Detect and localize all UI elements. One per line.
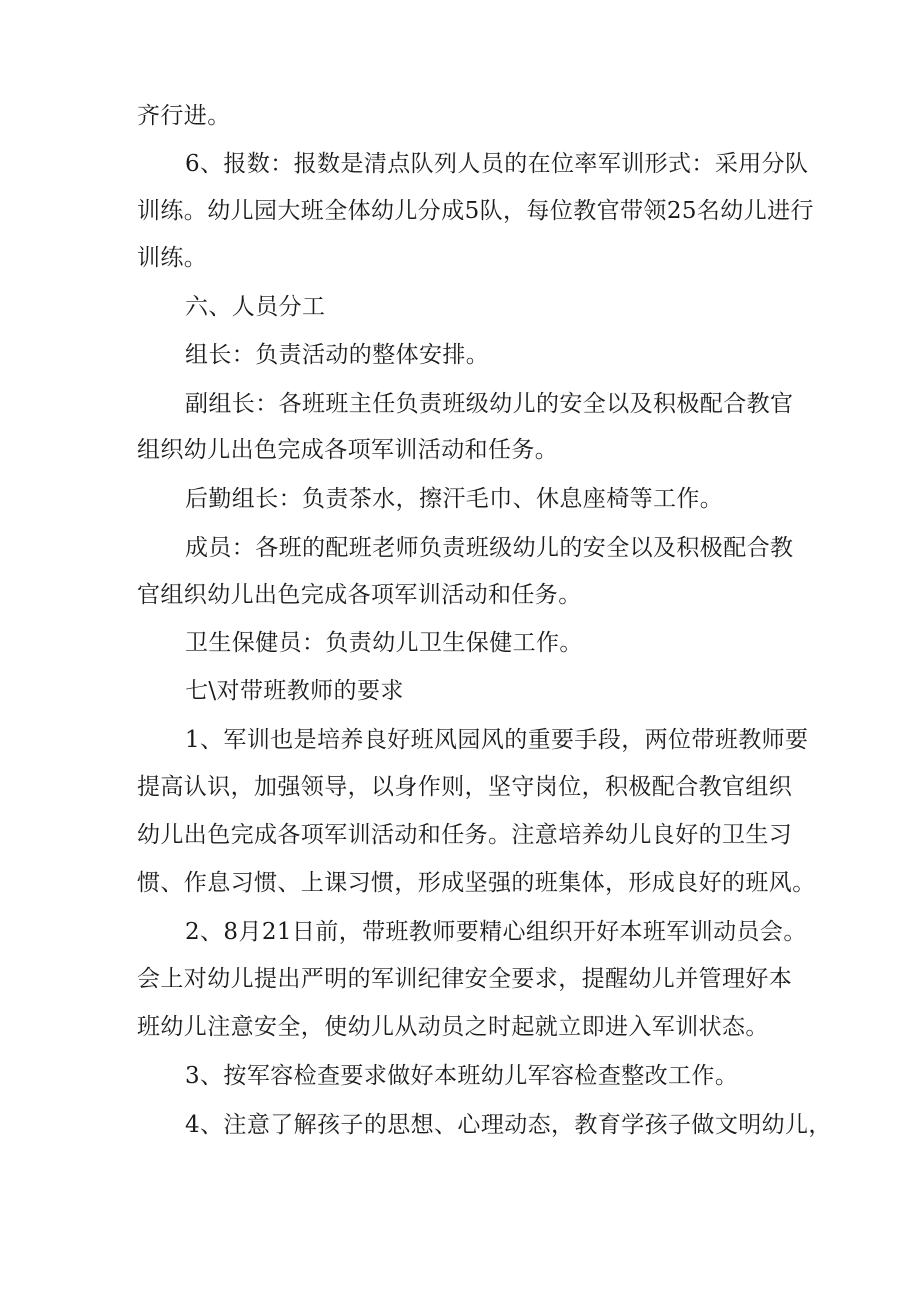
text-line: 官组织幼儿出色完成各项军训活动和任务。 bbox=[137, 582, 582, 608]
text-line: 提高认识，加强领导，以身作则，坚守岗位，积极配合教官组织 bbox=[137, 774, 793, 800]
text-line: 4、注意了解孩子的思想、心理动态，教育学孩子做文明幼儿， bbox=[185, 1112, 832, 1138]
section-heading: 六、人员分工 bbox=[185, 294, 326, 320]
text-line: 2、8月21日前，带班教师要精心组织开好本班军训动员会。 bbox=[185, 919, 807, 945]
text-line: 6、报数：报数是清点队列人员的在位率军训形式：采用分队 bbox=[185, 151, 809, 177]
text-line: 3、按军容检查要求做好本班幼儿军容检查整改工作。 bbox=[185, 1063, 739, 1089]
text-line: 副组长：各班班主任负责班级幼儿的安全以及积极配合教官 bbox=[185, 391, 794, 417]
text-line: 组长：负责活动的整体安排。 bbox=[185, 342, 490, 368]
text-line: 齐行进。 bbox=[137, 103, 231, 129]
text-line: 后勤组长：负责茶水，擦汗毛巾、休息座椅等工作。 bbox=[185, 486, 724, 512]
text-line: 惯、作息习惯、上课习惯，形成坚强的班集体，形成良好的班风。 bbox=[137, 870, 816, 896]
text-line: 组织幼儿出色完成各项军训活动和任务。 bbox=[137, 437, 559, 463]
text-line: 1、军训也是培养良好班风园风的重要手段，两位带班教师要 bbox=[185, 727, 809, 753]
text-line: 成员：各班的配班老师负责班级幼儿的安全以及积极配合教 bbox=[185, 535, 794, 561]
text-line: 训练。 bbox=[137, 245, 208, 271]
text-line: 卫生保健员：负责幼儿卫生保健工作。 bbox=[185, 630, 583, 656]
text-line: 幼儿出色完成各项军训活动和任务。注意培养幼儿良好的卫生习 bbox=[137, 822, 793, 848]
text-line: 训练。幼儿园大班全体幼儿分成5队，每位教官带领25名幼儿进行 bbox=[137, 198, 814, 224]
text-line: 会上对幼儿提出严明的军训纪律安全要求，提醒幼儿并管理好本 bbox=[137, 966, 793, 992]
section-heading: 七\对带班教师的要求 bbox=[185, 678, 404, 704]
text-line: 班幼儿注意安全，使幼儿从动员之时起就立即进入军训状态。 bbox=[137, 1014, 769, 1040]
